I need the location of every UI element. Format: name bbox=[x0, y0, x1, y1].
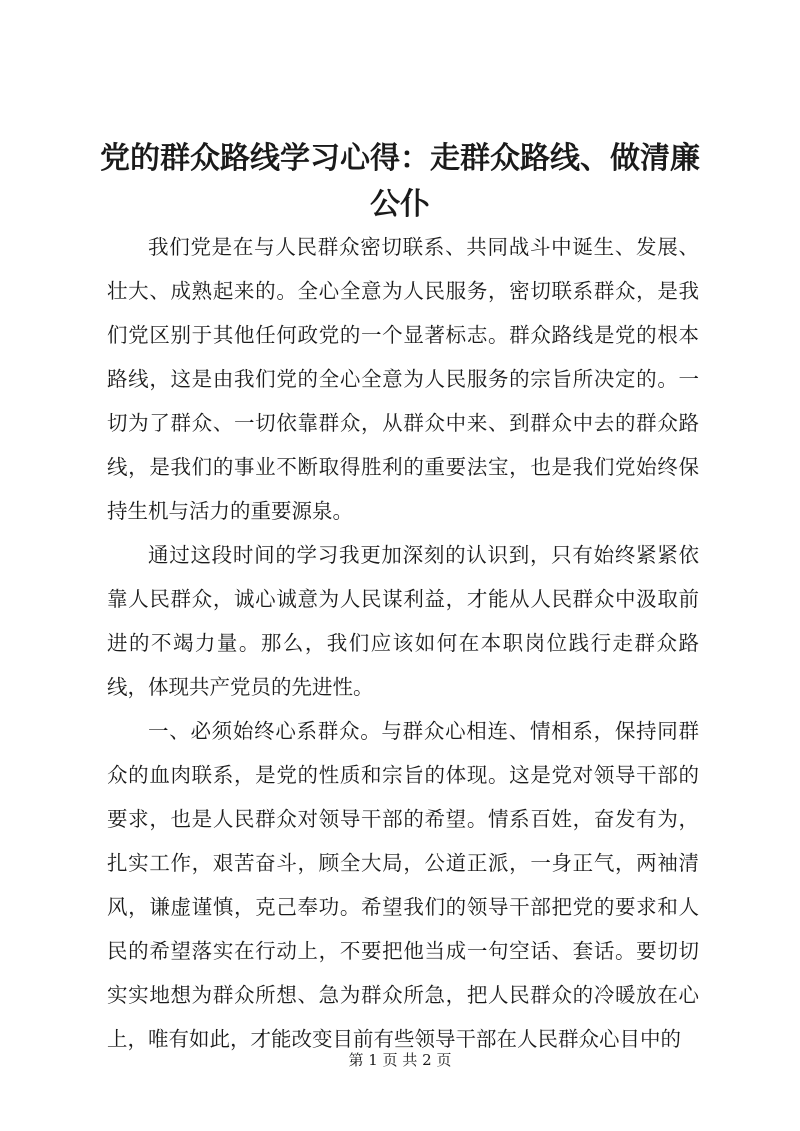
title-line-1: 党的群众路线学习心得：走群众路线、做清廉 bbox=[100, 141, 700, 176]
paragraph: 一、必须始终心系群众。与群众心相连、情相系，保持同群众的血肉联系，是党的性质和宗旨的体现。这是党对领导干部的要求，也是人民群众对领导干部的希望。情系百姓，奋发有为，扎实工作，艰苦奋斗，顾全大局，公道正派，一身正气，两袖清风，谦虚谨慎，克己奉功。希望我们的领导干部把党的要求和人民的希望落实在行动上，不要把他当成一句空话、套话。要切切实实地想为群众所想、急为群众所急，把人民群众的冷暖放在心上，唯有如此，才能改变目前有些领导干部在人民群众心目中的 bbox=[107, 719, 699, 1051]
page-footer bbox=[0, 1050, 800, 1070]
title-line-2: 公仆 bbox=[370, 187, 430, 222]
document-body bbox=[107, 225, 699, 1061]
page-title bbox=[100, 136, 700, 228]
paragraph: 通过这段时间的学习我更加深刻的认识到，只有始终紧紧依靠人民群众，诚心诚意为人民谋利益，才能从人民群众中汲取前进的不竭力量。那么，我们应该如何在本职岗位践行走群众路线，体现共产党员的先进性。 bbox=[107, 543, 699, 699]
paragraph: 我们党是在与人民群众密切联系、共同战斗中诞生、发展、壮大、成熟起来的。全心全意为人民服务，密切联系群众，是我们党区别于其他任何政党的一个显著标志。群众路线是党的根本路线，这是由我们党的全心全意为人民服务的宗旨所决定的。一切为了群众、一切依靠群众，从群众中来、到群众中去的群众路线，是我们的事业不断取得胜利的重要法宝，也是我们党始终保持生机与活力的重要源泉。 bbox=[107, 235, 699, 523]
page-number: 第 1 页 共 2 页 bbox=[348, 1051, 452, 1069]
